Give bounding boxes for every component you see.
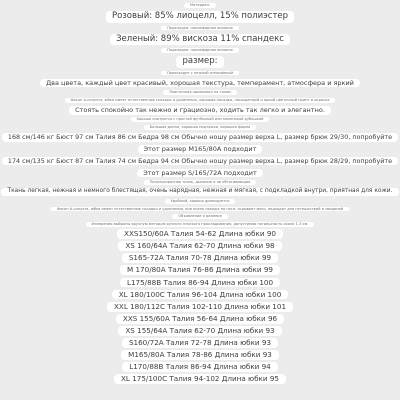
text-line: Зеленый: 89% вискоза 11% спандекс bbox=[110, 34, 290, 45]
size-row: XL 180/100C Талия 96-104 Длина юбки 100 bbox=[112, 290, 289, 300]
text-line: Ткань легкая, нежная и немного блестящая, очень нарядная, нежная и мягкая, с подкладкой внутри, приятная для кожи. bbox=[1, 188, 398, 196]
text-line: Удобный, хорошо драпируется bbox=[165, 199, 236, 204]
text-line: Подкладка: полиэфирное волокно bbox=[161, 48, 239, 53]
text-line: Полупрозрачная ткань, дыхание и не обтягивающая bbox=[144, 180, 257, 185]
text-line: Материал: bbox=[184, 3, 216, 8]
size-row: L170/88B Талия 86-94 Длина юбки 94 bbox=[122, 362, 278, 372]
text-line: Большая длина, хорошая подтяжка, хорошая форма bbox=[144, 125, 257, 130]
text-line: Происходит с нежной атмосферой bbox=[161, 71, 239, 76]
size-row: XS 160/64A Талия 62-70 Длина юбки 98 bbox=[118, 241, 281, 251]
size-row: XS 155/64A Талия 62-70 Длина юбки 93 bbox=[118, 326, 281, 336]
size-row: M 170/80A Талия 76-86 Длина юбки 99 bbox=[120, 265, 280, 275]
text-line: Подкладка: полиэфирное волокно bbox=[161, 26, 239, 31]
text-line: Два цвета, каждый цвет красивый, хорошая текстура, темперамент, атмосфера и яркий bbox=[40, 79, 360, 88]
text-line: Розовый: 85% лиоцелл, 15% полиэстер bbox=[106, 11, 294, 22]
text-line: Этот размер M165/80A подходит bbox=[138, 145, 263, 154]
text-line: размер: bbox=[176, 56, 223, 67]
text-line: Стоять спокойно так нежно и грациозно, ходить так легко и элегантно. bbox=[69, 106, 331, 115]
text-line: Этот размер S/165/72A подходит bbox=[137, 169, 263, 178]
text-line: Измерения выбраны вручную методом ручного плоского прокладывания, допустимая погрешность около 1-3 см. bbox=[86, 222, 315, 227]
size-row: S160/72A Талия 72-78 Длина юбки 93 bbox=[122, 338, 278, 348]
text-line: Хорошо смотрится с простой футболкой или маленькой рубашкой bbox=[131, 117, 270, 122]
text-line: 168 см/146 кг Бюст 97 см Талия 86 см Бедра 98 см Обычно ношу размер верха L, размер брюк 29/30, попробуйте bbox=[2, 133, 398, 142]
text-line: Фасон А-силуэта, юбка имеет естественные складки и удлинения, она очень похожа на ноги, скрывает мясо, подходит для путешествий и свиданий bbox=[51, 207, 349, 212]
text-line: Объявление о размере bbox=[172, 214, 228, 219]
size-row: XXS150/60A Талия 54-62 Длина юбки 90 bbox=[117, 229, 283, 239]
text-line: Фасон А-силуэта, юбка имеет естественные складки и удлинения, хорошая посадка, насыщенный и яркий цветочный принт и окраска bbox=[65, 98, 336, 103]
size-row: XL 175/100C Талия 94-102 Длина юбки 95 bbox=[114, 374, 286, 384]
size-row: L175/88B Талия 86-94 Длина юбки 100 bbox=[120, 278, 280, 288]
size-row: XXL 180/112C Талия 102-110 Длина юбки 101 bbox=[107, 302, 293, 312]
text-line: Эластичная проволока на талии bbox=[163, 90, 237, 95]
size-row: XXS 155/60A Талия 56-64 Длина юбки 96 bbox=[116, 314, 284, 324]
size-row: S165-72A Талия 70-78 Длина юбки 99 bbox=[122, 253, 278, 263]
text-line: 174 см/135 кг Бюст 87 см Талия 74 см Бедра 94 см Обычно ношу размер верха L, размер брюк 28/29, попробуйте bbox=[2, 157, 398, 166]
size-row: M165/80A Талия 78-86 Длина юбки 93 bbox=[121, 350, 279, 360]
